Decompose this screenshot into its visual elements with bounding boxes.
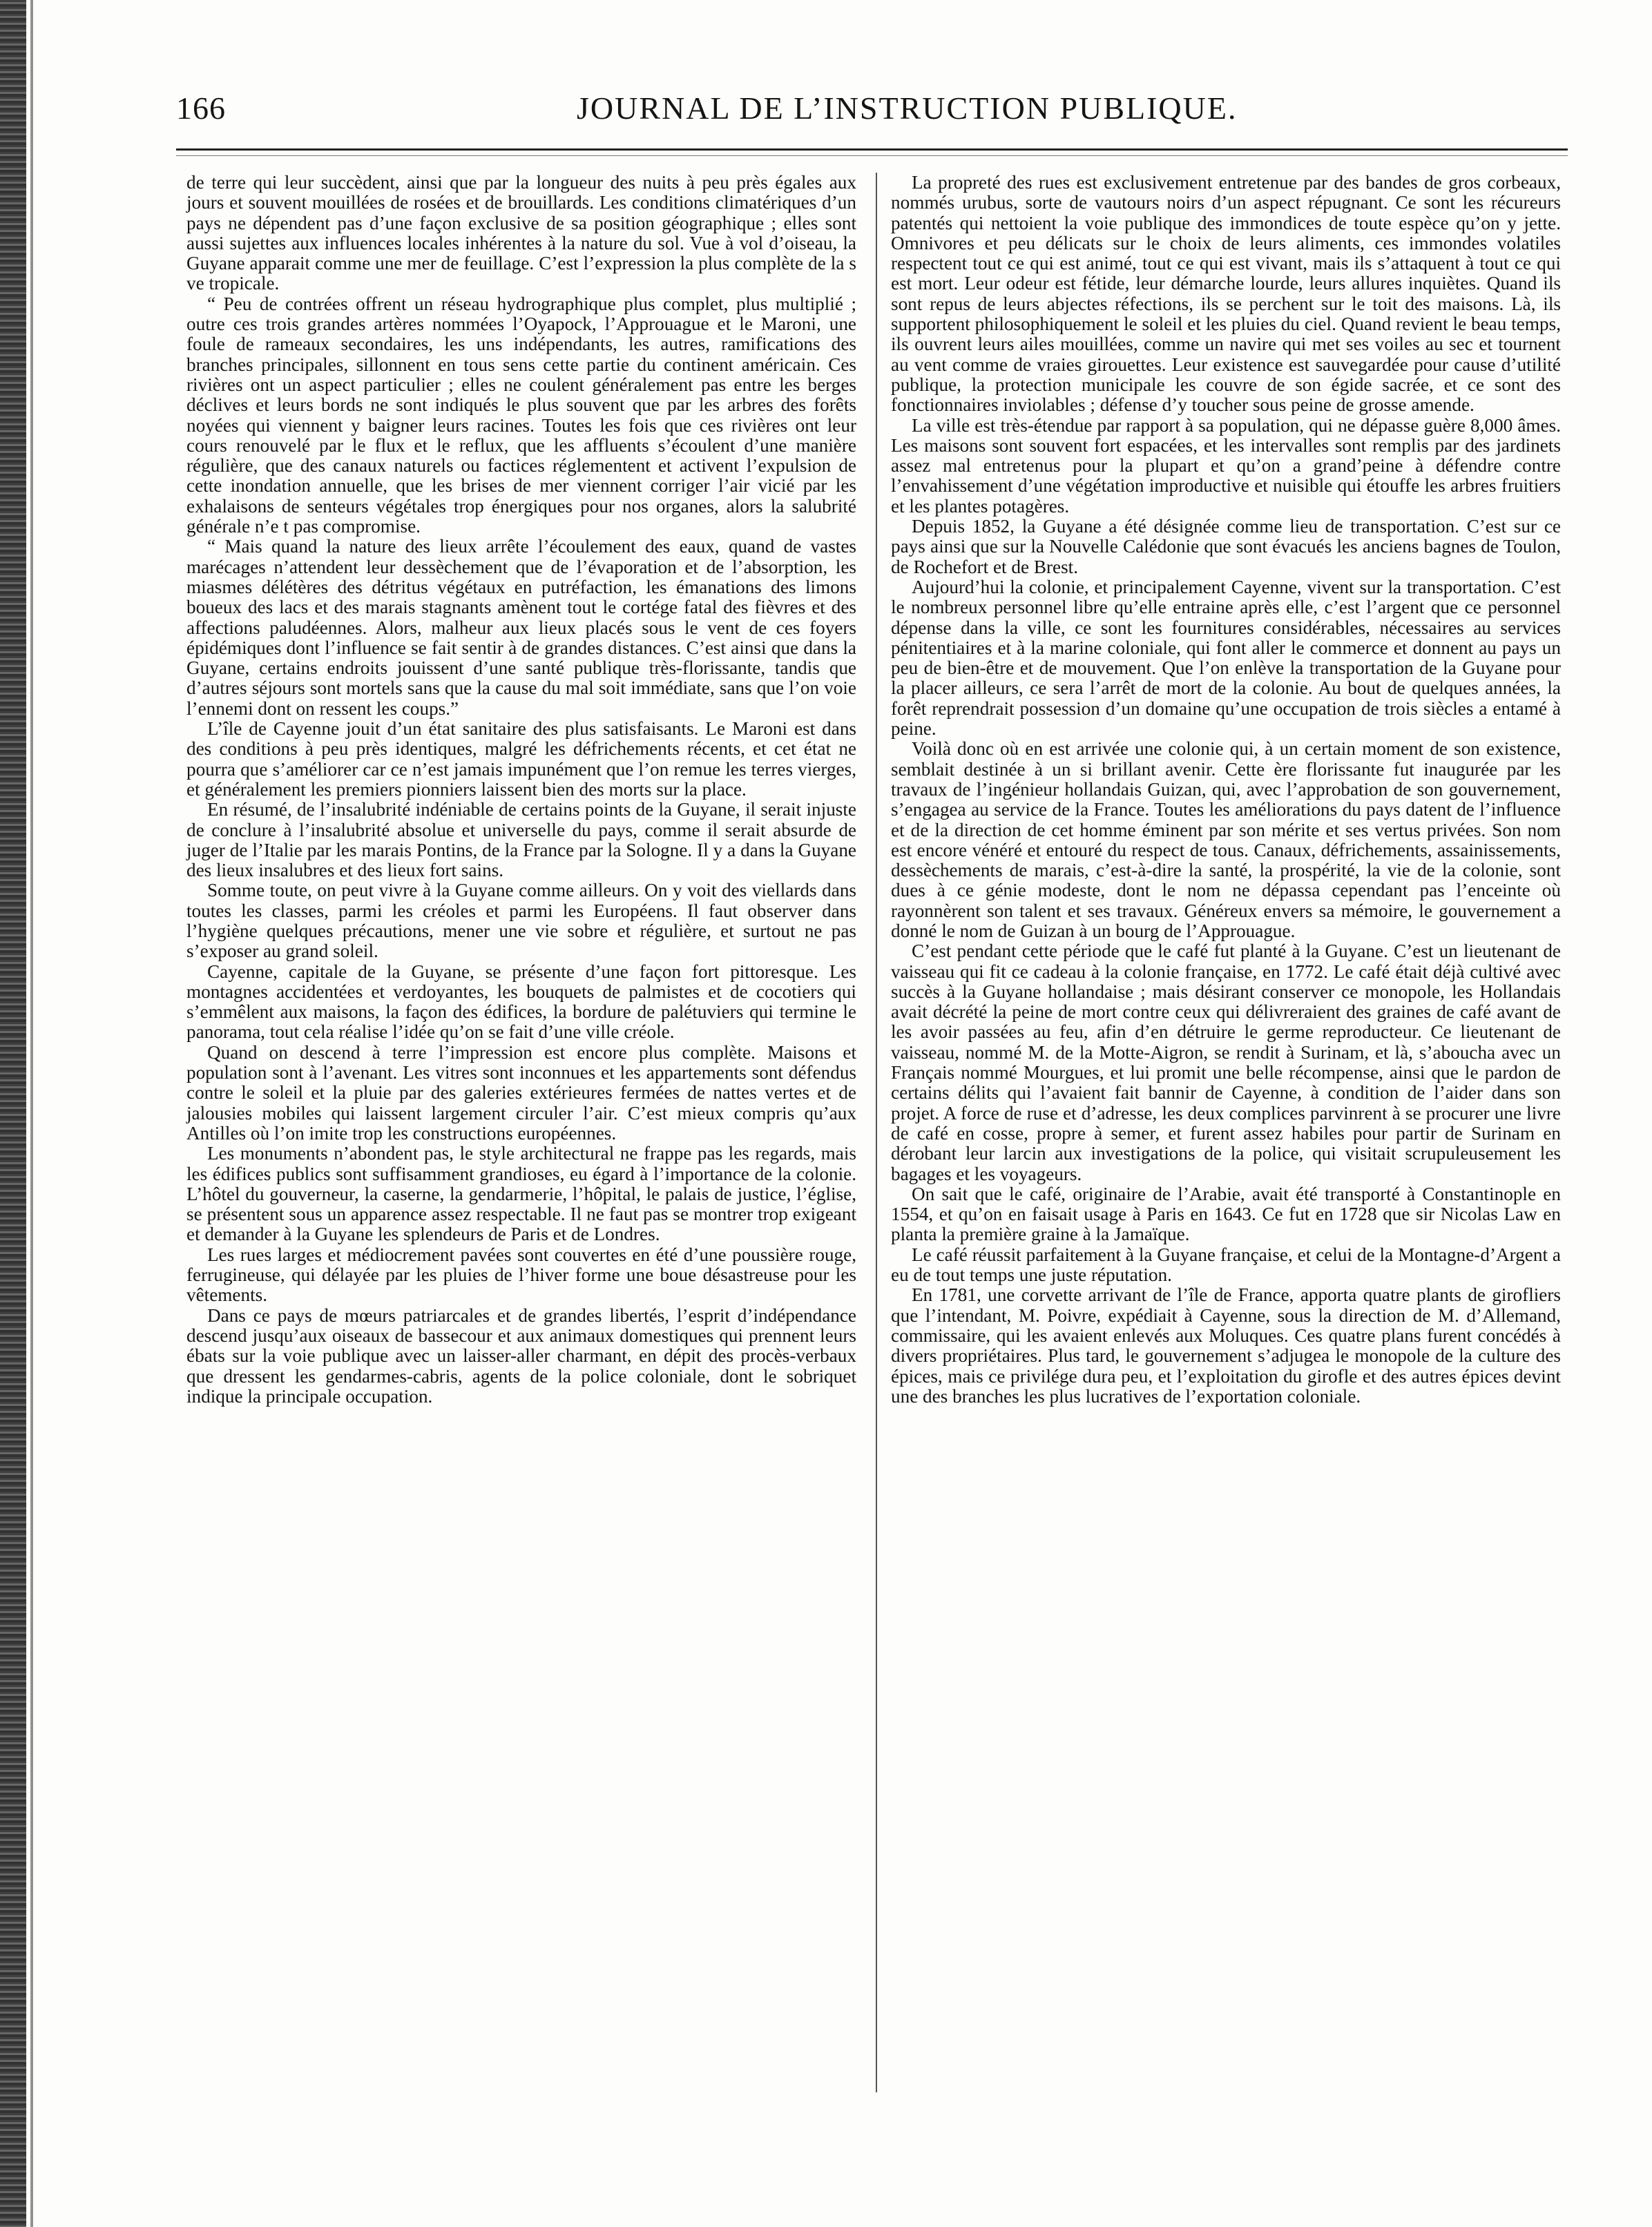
- paragraph: “ Peu de contrées offrent un réseau hydrographique plus complet, plus multiplié ; outre ces trois grandes artères nommées l’Oyapock, l’Approuague et le Maroni, une foule de rameaux secondaires, les uns indépendants, les autres, ramifications des branches principales, sillonnent en tous sens cette partie du continent américain. Ces rivières ont un aspect particulier ; elles ne coulent généralement pas entre les berges déclives et leurs bords ne sont indiqués le plus souvent que par les arbres des forêts noyées qui viennent y baigner leurs racines. Toutes les fois que ces rivières ont leur cours renouvelé par le flux et le reflux, que les affluents s’écoulent d’une manière régulière, que des canaux naturels ou factices réglementent et activent l’expulsion de cette inondation annuelle, que les brises de mer viennent corriger l’air vicié par les exhalaisons de senteurs végétales trop énergiques pour nos organes, alors la salubrité générale n’e t pas compromise.: [186, 293, 856, 537]
- paragraph: La ville est très-étendue par rapport à sa population, qui ne dépasse guère 8,000 âmes. Les maisons sont souvent fort espacées, et les intervalles sont remplis par des jardinets assez mal entretenus pour la plupart et qu’on a grand’peine à défendre contre l’envahissement d’une végétation improductive et nuisible qui étouffe les arbres fruitiers et les plantes potagères.: [891, 414, 1561, 517]
- paragraph: En 1781, une corvette arrivant de l’île de France, apporta quatre plants de girofliers que l’intendant, M. Poivre, expédiait à Cayenne, sous la direction de M. d’Allemand, commissaire, qui les avaient enlevés aux Moluques. Ces quatre plans furent concédés à divers propriétaires. Plus tard, le gouvernement s’adjugea le monopole de la culture des épices, mais ce privilége dura peu, et l’exploitation du girofle et des autres épices devint une des branches les plus lucratives de l’exportation coloniale.: [891, 1284, 1561, 1407]
- paragraph: La propreté des rues est exclusivement entretenue par des bandes de gros corbeaux, nommés urubus, sorte de vautours noirs d’un aspect répugnant. Ce sont les récureurs patentés qui nettoient la voie publique des immondices de toute espèce qu’on y jette. Omnivores et peu délicats sur le choix de leurs aliments, ces immondes volatiles respectent tout ce qui est animé, tout ce qui est vivant, mais ils s’attaquent à tout ce qui est mort. Leur odeur est fétide, leur démarche lourde, leurs allures inquiètes. Quand ils sont repus de leurs abjectes réfections, ils se perchent sur le toit des maisons. Là, ils supportent philosophiquement le soleil et les pluies du ciel. Quand revient le beau temps, ils ouvrent leurs ailes mouillées, comme un navire qui met ses voiles au sec et tournent au vent comme de vraies girouettes. Leur existence est sauvegardée pour cause d’utilité publique, la protection municipale les couvre de son égide sacrée, et ce sont des fonctionnaires inviolables ; défense d’y toucher sous peine de grosse amende.: [891, 172, 1561, 416]
- right-column: [891, 173, 1561, 1407]
- page-header: [176, 90, 1564, 138]
- paragraph: Depuis 1852, la Guyane a été désignée comme lieu de transportation. C’est sur ce pays ainsi que sur la Nouvelle Calédonie que sont évacués les anciens bagnes de Toulon, de Rochefort et de Brest.: [891, 516, 1561, 577]
- paragraph: Les rues larges et médiocrement pavées sont couvertes en été d’une poussière rouge, ferrugineuse, qui délayée par les pluies de l’hiver forme une boue désastreuse pour les vêtements.: [186, 1244, 856, 1306]
- journal-title: JOURNAL DE L’INSTRUCTION PUBLIQUE.: [577, 90, 1238, 126]
- paragraph: “ Mais quand la nature des lieux arrête l’écoulement des eaux, quand de vastes marécages n’attendent leur dessèchement que de l’évaporation et de l’absorption, les miasmes délétères des détritus végétaux en putréfaction, les émanations des limons boueux des lacs et des marais stagnants amènent tout le cortége fatal des fièvres et des affections paludéennes. Alors, malheur aux lieux placés sous le vent de ces foyers épidémiques dont l’influence se fait sentir à de grandes distances. C’est ainsi que dans la Guyane, certains endroits jouissent d’une santé publique très-florissante, tandis que d’autres séjours sont mortels sans que la cause du mal soit immédiate, sans que l’on voie l’ennemi dont on ressent les coups.”: [186, 536, 856, 719]
- paragraph: Somme toute, on peut vivre à la Guyane comme ailleurs. On y voit des viellards dans toutes les classes, parmi les créoles et parmi les Européens. Il faut observer dans l’hygiène quelques précautions, mener une vie sobre et régulière, et surtout ne pas s’exposer au grand soleil.: [186, 880, 856, 962]
- header-rule: [176, 148, 1568, 151]
- page-binding-line: [30, 0, 33, 2227]
- paragraph: Voilà donc où en est arrivée une colonie qui, à un certain moment de son existence, semblait destinée à un si brillant avenir. Cette ère florissante fut inaugurée par les travaux de l’ingénieur hollandais Guizan, qui, avec l’approbation de son gouvernement, s’engagea au service de la France. Toutes les améliorations du pays datent de l’influence et de la direction de cet homme éminent par son mérite et ses vertus privées. Son nom est encore vénéré et entouré du respect de tous. Canaux, défrichements, assainissements, dessèchements de marais, c’est-à-dire la santé, la prospérité, la vie de la colonie, sont dues à ce génie modeste, dont le nom ne dépassa cependant pas l’enceinte où rayonnèrent son talent et ses travaux. Généreux envers sa mémoire, le gouvernement a donné le nom de Guizan à un bourg de l’Approuague.: [891, 738, 1561, 941]
- paragraph: C’est pendant cette période que le café fut planté à la Guyane. C’est un lieutenant de vaisseau qui fit ce cadeau à la colonie française, en 1772. Le café était déjà cultivé avec succès à la Guyane hollandaise ; mais désirant conserver ce monopole, les Hollandais avait décrété la peine de mort contre ceux qui délivreraient des graines de café avant de les avoir passées au feu, afin d’en détruire le germe reproducteur. Ce lieutenant de vaisseau, nommé M. de la Motte-Aigron, se rendit à Surinam, et là, s’aboucha avec un Français nommé Mourgues, et lui promit une belle récompense, ainsi que le pardon de certains délits qui l’avaient fait bannir de Cayenne, à condition de l’aider dans son projet. A force de ruse et d’adresse, les deux complices parvinrent à se procurer une livre de café en cosse, propre à semer, et furent assez habiles pour partir de Surinam en dérobant leur larcin aux investigations de la police, qui visitait scrupuleusement les bagages et les voyageurs.: [891, 941, 1561, 1184]
- paragraph: On sait que le café, originaire de l’Arabie, avait été transporté à Constantinople en 1554, et qu’on en faisait usage à Paris en 1643. Ce fut en 1728 que sir Nicolas Law en planta la première graine à la Jamaïque.: [891, 1183, 1561, 1245]
- paragraph: Aujourd’hui la colonie, et principalement Cayenne, vivent sur la transportation. C’est le nombreux personnel libre qu’elle entraine après elle, c’est l’argent que ce personnel dépense dans la ville, ce sont les fournitures considérables, nécessaires au services pénitentiaires et à la marine coloniale, qui font aller le commerce et donnent au pays un peu de bien-être et de mouvement. Que l’on enlève la transportation de la Guyane pour la placer ailleurs, ce sera l’arrêt de mort de la colonie. Au bout de quelques années, la forêt reprendrait possession d’un domaine qu’une occupation de trois siècles a entamé à peine.: [891, 576, 1561, 740]
- page-binding-edge: [0, 0, 26, 2227]
- paragraph: Dans ce pays de mœurs patriarcales et de grandes libertés, l’esprit d’indépendance descend jusqu’aux oiseaux de bassecour et aux animaux domestiques qui prennent leurs ébats sur la voie publique avec un laisser-aller charmant, en dépit des procès-verbaux que dressent les gendarmes-cabris, agents de la police coloniale, dont le sobriquet indique la principale occupation.: [186, 1304, 856, 1407]
- paragraph: Cayenne, capitale de la Guyane, se présente d’une façon fort pittoresque. Les montagnes accidentées et verdoyantes, les bouquets de palmistes et de cocotiers qui s’emmêlent aux maisons, la façon des édifices, la bordure de palétuviers qui termine le panorama, tout cela réalise l’idée qu’on se fait d’une ville créole.: [186, 961, 856, 1043]
- page-number: 166: [176, 90, 226, 126]
- paragraph: L’île de Cayenne jouit d’un état sanitaire des plus satisfaisants. Le Maroni est dans des conditions à peu près identiques, malgré les défrichements récents, et cet état ne pourra que s’améliorer car ce n’est jamais impunément que l’on remue les terres vierges, et généralement les premiers pionniers laissent bien des morts sur la place.: [186, 718, 856, 800]
- left-column: [186, 173, 856, 1407]
- header-rule-thin: [176, 155, 1568, 156]
- column-divider: [876, 173, 877, 2092]
- paragraph: Les monuments n’abondent pas, le style architectural ne frappe pas les regards, mais les édifices publics sont suffisamment grandioses, eu égard à l’importance de la colonie. L’hôtel du gouverneur, la caserne, la gendarmerie, l’hôpital, le palais de justice, l’église, se présentent sous un apparence assez respectable. Il ne faut pas se montrer trop exigeant et demander à la Guyane les splendeurs de Paris et de Londres.: [186, 1143, 856, 1245]
- paragraph: Quand on descend à terre l’impression est encore plus complète. Maisons et population sont à l’avenant. Les vitres sont inconnues et les appartements sont défendus contre le soleil et la pluie par des galeries extérieures fermées de nattes vertes et de jalousies mobiles qui laissent largement circuler l’air. C’est mieux compris qu’aux Antilles où l’on imite trop les constructions européennes.: [186, 1041, 856, 1144]
- paragraph: Le café réussit parfaitement à la Guyane française, et celui de la Montagne-d’Argent a eu de tout temps une juste réputation.: [891, 1244, 1561, 1286]
- paragraph: de terre qui leur succèdent, ainsi que par la longueur des nuits à peu près égales aux jours et souvent mouillées de rosées et de brouillards. Les conditions climatériques d’un pays ne dépendent pas d’une façon exclusive de sa position géographique ; elles sont aussi sujettes aux influences locales inhérentes à la nature du sol. Vue à vol d’oiseau, la Guyane apparait comme une mer de feuillage. C’est l’expression la plus complète de la s ve tropicale.: [186, 172, 856, 294]
- paragraph: En résumé, de l’insalubrité indéniable de certains points de la Guyane, il serait injuste de conclure à l’insalubrité absolue et universelle du pays, comme il serait absurde de juger de l’Italie par les marais Pontins, de la France par la Sologne. Il y a dans la Guyane des lieux insalubres et des lieux fort sains.: [186, 799, 856, 881]
